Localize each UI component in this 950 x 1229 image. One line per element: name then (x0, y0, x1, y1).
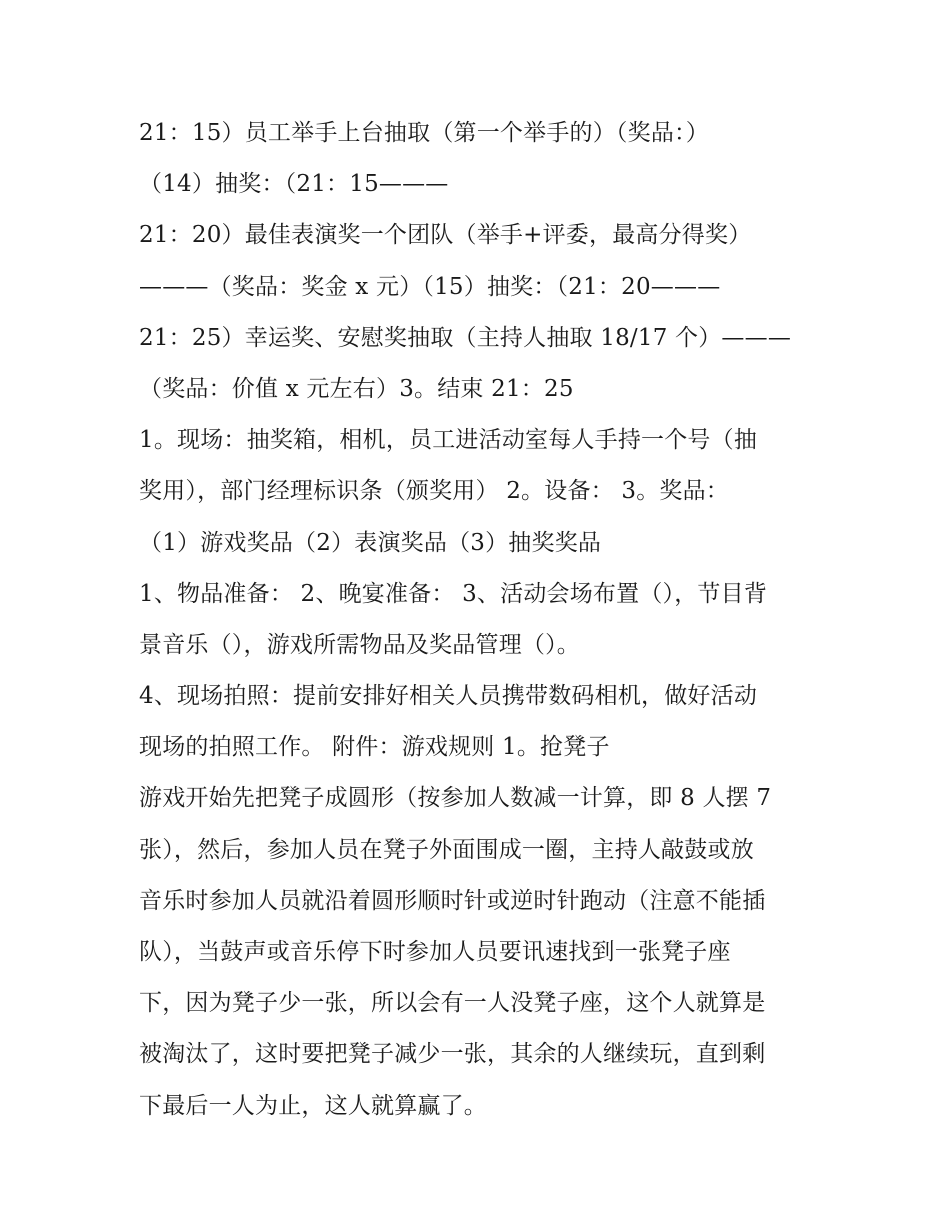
text-line: 1。现场：抽奖箱，相机，员工进活动室每人手持一个号（抽 (139, 427, 758, 454)
text-line: ———（奖品：奖金 x 元）（15）抽奖：（21：20——— (139, 273, 721, 300)
text-line: （奖品：价值 x 元左右）3。结束 21：25 (139, 375, 574, 402)
text-line: 21：15）员工举手上台抽取（第一个举手的）（奖品：） (139, 120, 709, 146)
text-line: 21：20）最佳表演奖一个团队（举手+评委，最高分得奖） (139, 222, 752, 249)
text-line: 下最后一人为止，这人就算赢了。 (139, 1092, 487, 1119)
text-line: 21：25）幸运奖、安慰奖抽取（主持人抽取 18/17 个）——— (139, 324, 792, 351)
text-line: 被淘汰了，这时要把凳子减少一张，其余的人继续玩，直到剩 (139, 1041, 766, 1068)
text-line: （14）抽奖：（21：15——— (139, 171, 449, 198)
text-line: 张），然后，参加人员在凳子外面围成一圈，主持人敲鼓或放 (139, 836, 754, 863)
text-line: 队），当鼓声或音乐停下时参加人员要讯速找到一张凳子座 (139, 939, 731, 965)
text-line: 4、现场拍照：提前安排好相关人员携带数码相机，做好活动 (139, 683, 758, 710)
text-line: 1、物品准备： 2、晚宴准备： 3、活动会场布置（），节目背 (139, 580, 768, 607)
text-line: 音乐时参加人员就沿着圆形顺时针或逆时针跑动（注意不能插 (139, 887, 766, 914)
text-line: 下，因为凳子少一张，所以会有一人没凳子座，这个人就算是 (139, 990, 766, 1017)
text-line: （1）游戏奖品（2）表演奖品（3）抽奖奖品 (139, 529, 602, 556)
text-line: 奖用），部门经理标识条（颁奖用） 2。设备： 3。奖品： (139, 478, 729, 505)
text-line: 现场的拍照工作。 附件：游戏规则 1。抢凳子 (139, 734, 610, 761)
text-line: 游戏开始先把凳子成圆形（按参加人数减一计算，即 8 人摆 7 (139, 785, 772, 812)
document-body (139, 108, 819, 1132)
text-line: 景音乐（），游戏所需物品及奖品管理（）。 (139, 631, 580, 658)
